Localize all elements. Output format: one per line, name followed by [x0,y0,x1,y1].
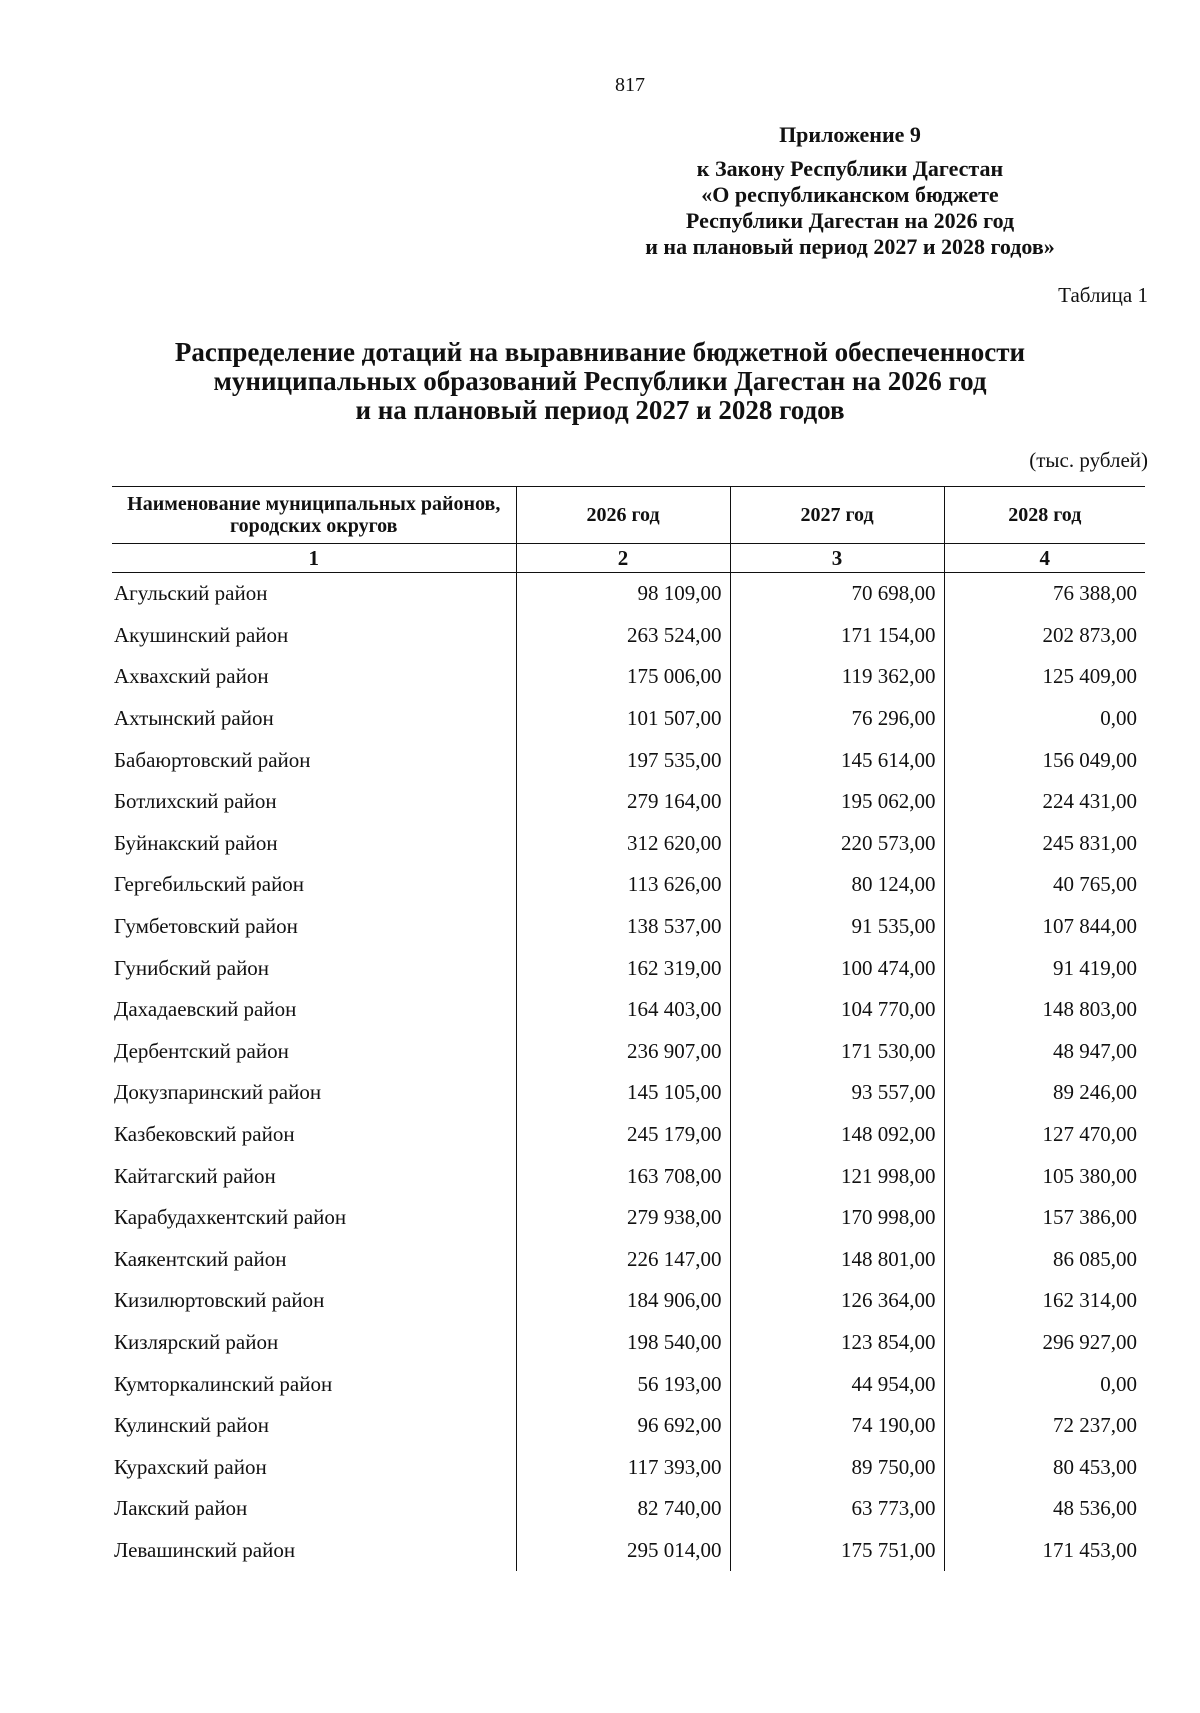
value-2026: 163 708,00 [516,1155,730,1197]
municipality-name: Буйнакский район [114,830,278,855]
value-2026: 263 524,00 [516,615,730,657]
municipality-name: Кизлярский район [114,1329,279,1354]
value-2027: 104 770,00 [730,989,944,1031]
value-2027: 100 474,00 [730,947,944,989]
table-row [112,1363,1145,1405]
municipality-name: Карабудахкентский район [114,1205,347,1230]
value-2026: 101 507,00 [516,698,730,740]
appendix-title: Приложение 9 [779,122,921,147]
subsidy-table [112,486,1145,1571]
municipality-name: Казбековский район [114,1122,295,1147]
table-row [112,1155,1145,1197]
value-2026: 295 014,00 [516,1530,730,1572]
municipality-name: Бабаюртовский район [114,747,311,772]
value-2028: 0,00 [944,1363,1145,1405]
municipality-name: Докузпаринский район [114,1080,322,1105]
value-2028: 224 431,00 [944,781,1145,823]
value-2026: 245 179,00 [516,1114,730,1156]
value-2028: 48 947,00 [944,1031,1145,1073]
municipality-name: Каякентский район [114,1246,287,1271]
value-2028: 76 388,00 [944,573,1145,615]
value-2027: 171 530,00 [730,1031,944,1073]
value-2028: 105 380,00 [944,1155,1145,1197]
value-2027: 145 614,00 [730,739,944,781]
value-2027: 126 364,00 [730,1280,944,1322]
municipality-name: Гунибский район [114,955,270,980]
municipality-name: Гергебильский район [114,872,305,897]
value-2028: 162 314,00 [944,1280,1145,1322]
value-2027: 89 750,00 [730,1446,944,1488]
value-2026: 197 535,00 [516,739,730,781]
value-2026: 113 626,00 [516,864,730,906]
table-row [112,864,1145,906]
header-2028: 2028 год [944,487,1145,544]
value-2026: 312 620,00 [516,823,730,865]
municipality-name: Гумбетовский район [114,914,298,939]
table-row [112,1114,1145,1156]
value-2027: 76 296,00 [730,698,944,740]
value-2026: 226 147,00 [516,1239,730,1281]
appendix-line: «О республиканском бюджете [701,182,999,207]
value-2026: 184 906,00 [516,1280,730,1322]
document-title-line: и на плановый период 2027 и 2028 годов [355,395,845,425]
column-number: 1 [112,544,516,573]
municipality-name: Левашинский район [114,1537,296,1562]
table-row [112,656,1145,698]
units-label: (тыс. рублей) [1029,448,1148,472]
municipality-name: Лакский район [114,1496,248,1521]
value-2028: 89 246,00 [944,1072,1145,1114]
municipality-name: Курахский район [114,1454,267,1479]
table-row [112,573,1145,615]
value-2026: 82 740,00 [516,1488,730,1530]
table-row [112,1446,1145,1488]
value-2028: 156 049,00 [944,739,1145,781]
value-2026: 279 938,00 [516,1197,730,1239]
value-2028: 72 237,00 [944,1405,1145,1447]
municipality-name: Ахвахский район [114,664,269,689]
document-title [120,338,1080,425]
header-2027: 2027 год [730,487,944,544]
value-2028: 296 927,00 [944,1322,1145,1364]
table-row [112,947,1145,989]
value-2026: 162 319,00 [516,947,730,989]
page-number: 817 [615,74,645,96]
value-2028: 148 803,00 [944,989,1145,1031]
appendix-line: и на плановый период 2027 и 2028 годов» [645,234,1055,259]
column-number: 4 [944,544,1145,573]
value-2027: 44 954,00 [730,1363,944,1405]
value-2027: 63 773,00 [730,1488,944,1530]
municipality-name: Ахтынский район [114,706,274,731]
value-2027: 121 998,00 [730,1155,944,1197]
value-2027: 80 124,00 [730,864,944,906]
value-2028: 40 765,00 [944,864,1145,906]
municipality-name: Кизилюртовский район [114,1288,325,1313]
table-row [112,1280,1145,1322]
document-title-line: Распределение дотаций на выравнивание бюджетной обеспеченности [174,337,1026,367]
table-row [112,1322,1145,1364]
appendix-block [640,122,1060,260]
value-2027: 74 190,00 [730,1405,944,1447]
value-2026: 96 692,00 [516,1405,730,1447]
municipality-name: Дахадаевский район [114,997,297,1022]
value-2028: 125 409,00 [944,656,1145,698]
table-row [112,1239,1145,1281]
value-2027: 148 801,00 [730,1239,944,1281]
table-label: Таблица 1 [1058,283,1148,307]
document-title-line: муниципальных образований Республики Дагестан на 2026 год [213,366,987,396]
value-2027: 171 154,00 [730,615,944,657]
appendix-line: Республики Дагестан на 2026 год [685,208,1015,233]
value-2026: 175 006,00 [516,656,730,698]
table-row [112,1197,1145,1239]
header-2026: 2026 год [516,487,730,544]
value-2026: 98 109,00 [516,573,730,615]
value-2027: 93 557,00 [730,1072,944,1114]
value-2028: 202 873,00 [944,615,1145,657]
value-2026: 145 105,00 [516,1072,730,1114]
table-row [112,823,1145,865]
table-header-row [112,487,1145,544]
table-row [112,1072,1145,1114]
value-2026: 117 393,00 [516,1446,730,1488]
value-2026: 164 403,00 [516,989,730,1031]
value-2028: 171 453,00 [944,1530,1145,1572]
table-row [112,1488,1145,1530]
table-row [112,1405,1145,1447]
value-2028: 80 453,00 [944,1446,1145,1488]
municipality-name: Кумторкалинский район [114,1371,333,1396]
municipality-name: Акушинский район [114,622,289,647]
municipality-name: Кайтагский район [114,1163,276,1188]
value-2027: 70 698,00 [730,573,944,615]
table-row [112,1031,1145,1073]
column-number-row [112,544,1145,573]
table-row [112,615,1145,657]
municipality-name: Кулинский район [114,1413,270,1438]
municipality-name: Ботлихский район [114,789,277,814]
value-2028: 107 844,00 [944,906,1145,948]
value-2028: 48 536,00 [944,1488,1145,1530]
value-2028: 245 831,00 [944,823,1145,865]
value-2028: 157 386,00 [944,1197,1145,1239]
value-2026: 56 193,00 [516,1363,730,1405]
municipality-name: Дербентский район [114,1038,289,1063]
value-2027: 91 535,00 [730,906,944,948]
table-row [112,989,1145,1031]
table-row [112,1530,1145,1572]
value-2026: 279 164,00 [516,781,730,823]
table-row [112,906,1145,948]
value-2027: 195 062,00 [730,781,944,823]
value-2028: 91 419,00 [944,947,1145,989]
municipality-name: Агульский район [114,581,268,606]
table-row [112,698,1145,740]
value-2027: 148 092,00 [730,1114,944,1156]
value-2027: 175 751,00 [730,1530,944,1572]
value-2026: 138 537,00 [516,906,730,948]
value-2027: 119 362,00 [730,656,944,698]
value-2027: 123 854,00 [730,1322,944,1364]
column-number: 3 [730,544,944,573]
column-number: 2 [516,544,730,573]
value-2028: 0,00 [944,698,1145,740]
value-2027: 220 573,00 [730,823,944,865]
value-2028: 86 085,00 [944,1239,1145,1281]
value-2026: 198 540,00 [516,1322,730,1364]
value-2027: 170 998,00 [730,1197,944,1239]
value-2028: 127 470,00 [944,1114,1145,1156]
header-municipality: Наименование муниципальных районов, городских округов [112,487,516,544]
table-row [112,781,1145,823]
table-row [112,739,1145,781]
value-2026: 236 907,00 [516,1031,730,1073]
appendix-line: к Закону Республики Дагестан [696,156,1004,181]
